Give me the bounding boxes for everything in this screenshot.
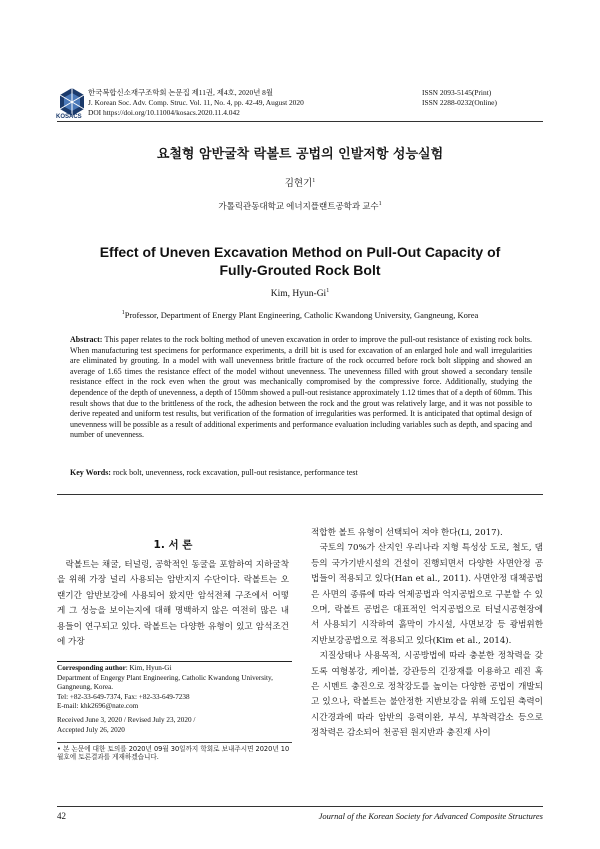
paragraph: 적합한 볼트 유형이 선택되어 져야 한다(Li, 2017).	[311, 528, 503, 538]
title-korean: 요철형 암반굴착 락볼트 공법의 인발저항 성능실험	[156, 147, 444, 162]
abstract: Abstract: This paper relates to the rock bolting method of uneven excavation in order to improve the pull-out resistance of existing rock bolts. When manufacturing test specimens for performance experiments, a drill bit is used for excavation of an enlarged hole and wall irregularities are eliminated by grouting. In a model with wall unevenness brittle fracture of the rock occurred before rock bolt slipping and showed an average of 1.65 times the resistance effect of the model without unevenness. The unevenness filled with grout showed a secondary tensile resistance effect in the rock even when the grout was mechanically compromised by the compressive force. Additionally, studying the dependence of the depth of unevenness, a depth of 150mm showed a pull-out resistance approximately 1.12 times that of a depth of 60mm. This result shows that due to the brittleness of the rock, the adhesion between the rock and the grout was relatively large, and it was not possible to derive repeated and uniform test results, but verification of the formation of irregularities was performed. It is anticipated that optimal design of unevenness will be possible as a result of additional experiments and performance evaluation including variables such as depth, and spacing and number of unevenness.	[70, 335, 532, 440]
affiliation-english: $^1$Professor, Department of Energy Plant Engineering, Catholic Kwandong University, Gangneung, Korea	[121, 310, 479, 320]
section-heading: 1. 서 론	[153, 539, 193, 551]
received-dates: Received June 3, 2020 / Revised July 23, 2020 / Accepted July 26, 2020	[57, 716, 196, 734]
author-english: Kim, Hyun-Gi$^1$	[270, 288, 330, 300]
page-number: 42	[57, 811, 66, 821]
discussion-note: • 본 논문에 대한 토의를 2020년 09월 30일까지 학회로 보내주시면 2020년 10월호에 토론결과를 게재하겠습니다.	[57, 742, 292, 762]
title-english: Effect of Uneven Excavation Method on Pull-Out Capacity of Fully-Grouted Rock Bolt	[99, 244, 501, 278]
issn-block	[422, 88, 497, 108]
doi-link[interactable]: DOI https://doi.org/10.11004/kosacs.2020.11.4.042	[88, 108, 240, 117]
email[interactable]: E-mail: khk2696@nate.com	[57, 702, 139, 711]
abstract-rule	[57, 494, 543, 495]
left-column-text	[57, 558, 289, 650]
corresponding-author: Corresponding author: Kim, Hyun-Gi Department of Engergy Plant Engineering, Catholic Kwandong University, Gangneung, Korea. Tel: +82-33-649-7374, Fax: +82-33-649-7238 E-mail: khk2696@nate.com	[57, 661, 292, 712]
journal-name-ko: 한국복합신소재구조학회 논문집 제11권, 제4호, 2020년 8월	[88, 88, 274, 97]
affiliation-korean: 가톨릭관동대학교 에너지플랜트공학과 교수$^1$	[218, 201, 382, 211]
paragraph: 지질상태나 사용목적, 시공방법에 따라 충분한 정착력을 갖도록 여형봉강, 케이블, 강관등의 긴장재를 이용하고 레진 혹은 시멘트 충진으로 정착강도를 높이는 다양한 공법이 개발되고 있으나, 락볼트는 불안정한 지반보강을 위해 도입된 축력이 시간경과에 따라 암반의 응력이완, 부식, 부착력감소 등으로 정착력은 감소되어 천공된 원지반과 충진재 사이	[311, 651, 543, 739]
footer-journal: Journal of the Korean Society for Advanced Composite Structures	[318, 811, 543, 821]
header-rule	[57, 121, 543, 122]
right-column-text	[311, 526, 543, 742]
footer-rule	[57, 806, 543, 807]
keywords: Key Words: rock bolt, unevenness, rock excavation, pull-out resistance, performance test	[70, 468, 358, 477]
journal-header	[88, 88, 418, 118]
paragraph: 국토의 70%가 산지인 우리나라 지형 특성상 도로, 철도, 댐 등의 국가기반시설의 건설이 진행되면서 다양한 사면안정 공법들이 적용되고 있다(Han et al., 2011). 사면안정 대책공법은 사면의 종류에 따라 억제공법과 억지공법으로 구분할 수 있으며, 락볼트 공법은 대표적인 억지공법으로 터널시공현장에서 사용되기 시작하여 흙막이 가시설, 사면보강 등 광범위한 지반보강공법으로 적용되고 있다(Kim et al., 2014).	[311, 543, 543, 646]
journal-name-en: J. Korean Soc. Adv. Comp. Struc. Vol. 11, No. 4, pp. 42-49, August 2020	[88, 98, 304, 107]
author-korean: 김현기$^1$	[284, 177, 316, 189]
logo-label: KOSACS	[56, 114, 82, 120]
paragraph: 락볼트는 채굴, 터널링, 공학적인 동굴을 포함하여 지하굴착을 위해 가장 널리 사용되는 암반지지 수단이다. 락볼트는 오랜기간 암반보강에 사용되어 왔지만 암석전체 구조에서 어떻게 그 성능을 보이는지에 대해 명백하지 않은 여전히 많은 내용들이 연구되고 있다. 락볼트는 다양한 유형이 있고 암석조건에 가장	[57, 560, 289, 648]
issn-print: ISSN 2093-5145(Print)	[422, 88, 492, 97]
issn-online: ISSN 2288-0232(Online)	[422, 98, 497, 107]
